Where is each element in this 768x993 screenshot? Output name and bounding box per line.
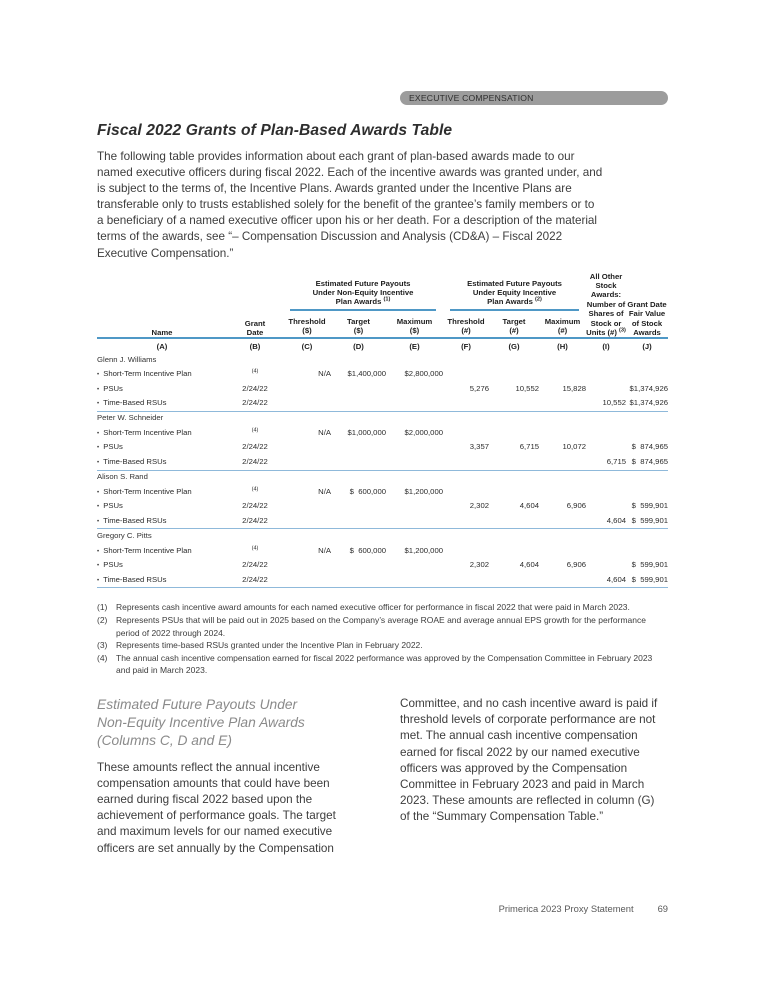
value-cell: 4,604 — [519, 560, 540, 570]
column-letter: (J) — [626, 338, 668, 352]
footnote-text: The annual cash incentive compensation earned for fiscal 2022 performance was approved by the Compensation Committee in February 2023 and paid in March 2023. — [116, 652, 653, 676]
grant-date-cell: 2/24/22 — [227, 455, 283, 470]
value-cell: $1,200,000 — [404, 545, 444, 555]
value-cell — [539, 544, 586, 558]
value-cell — [489, 514, 539, 529]
officer-group-row — [97, 529, 668, 544]
value-cell — [331, 558, 386, 572]
value-cell — [539, 573, 586, 588]
grant-date-cell — [227, 544, 283, 558]
value-cell — [539, 485, 586, 499]
grant-date-cell: 2/24/22 — [242, 442, 268, 452]
footnote-ref-2: (2) — [535, 296, 542, 303]
value-cell: $1,374,926 — [629, 383, 669, 393]
value-cell: N/A — [318, 427, 331, 437]
value-cell: 3,357 — [469, 442, 490, 452]
footnote-ref-4: (4) — [251, 545, 259, 552]
value-cell: 10,072 — [562, 442, 587, 452]
bullet-icon: • — [97, 577, 100, 584]
value-cell: $ 599,901 — [631, 501, 669, 511]
value-cell — [386, 514, 443, 529]
footnote-ref-4: (4) — [251, 427, 259, 434]
value-cell — [331, 573, 386, 588]
value-cell: $ 599,901 — [626, 514, 668, 529]
intro-paragraph: The following table provides information about each grant of plan-based awards made to our named executive officers during fiscal 2022. Each of the incentive awards was granted under, and is subject to the terms of, the Incentive Plans. Awards granted under the Incentive Plans are transferable only to trusts established solely for the benefit of the grantee’s family members or to a beneficiary of a named executive officer upon his or her death. For a description of the material terms of the awards, see “– Compensation Discussion and Analysis (CD&A) – Fiscal 2022 Executive Compensation.” — [97, 150, 603, 260]
officer-group-row — [97, 411, 668, 426]
bullet-icon: • — [97, 489, 100, 496]
column-letter: (I) — [586, 338, 626, 352]
subsection-heading: Estimated Future Payouts Under Non-Equity Incentive Plan Awards (Columns C, D and E) — [97, 696, 305, 748]
value-cell: 6,715 — [586, 455, 626, 470]
value-cell — [489, 426, 539, 440]
bullet-icon: • — [97, 372, 100, 379]
footnote-item — [97, 614, 668, 639]
value-cell — [386, 396, 443, 411]
grant-date-cell: 2/24/22 — [242, 560, 268, 570]
value-cell — [283, 382, 331, 396]
footnote-ref-1: (1) — [383, 296, 391, 303]
footnote-number: (2) — [97, 614, 108, 625]
value-cell — [626, 485, 668, 499]
value-cell: $1,000,000 — [347, 427, 386, 437]
value-cell — [626, 367, 668, 381]
award-type-label: • Short-Term Incentive Plan — [97, 486, 192, 496]
value-cell — [443, 485, 489, 499]
column-letter: (B) — [227, 338, 283, 352]
value-cell: 4,604 — [519, 501, 540, 511]
value-cell: 6,906 — [566, 501, 587, 511]
footnote-ref-4: (4) — [251, 368, 259, 375]
footnote-item — [97, 601, 668, 614]
value-cell — [443, 514, 489, 529]
value-cell — [386, 499, 443, 513]
table-header — [97, 272, 668, 353]
award-row — [97, 544, 668, 558]
grant-date-cell — [227, 367, 283, 381]
value-cell — [386, 382, 443, 396]
award-type-label: • PSUs — [97, 442, 123, 452]
footnotes — [97, 601, 668, 677]
col-header-maximum-num: Maximum (#) — [544, 316, 581, 335]
value-cell — [283, 573, 331, 588]
col-header-target-dollar: Target ($) — [347, 316, 370, 335]
value-cell — [586, 558, 626, 572]
column-letter: (E) — [386, 338, 443, 352]
footer-text: Primerica 2023 Proxy Statement — [498, 902, 634, 914]
value-cell — [331, 514, 386, 529]
value-cell — [539, 367, 586, 381]
value-cell: $ 599,901 — [631, 560, 669, 570]
bullet-icon: • — [97, 445, 100, 452]
bullet-icon: • — [97, 430, 100, 437]
table-body — [97, 353, 668, 588]
grant-date-cell: 2/24/22 — [227, 396, 283, 411]
value-cell — [586, 382, 626, 396]
footnote-item — [97, 652, 668, 677]
value-cell — [539, 514, 586, 529]
bullet-icon: • — [97, 548, 100, 555]
col-header-maximum-dollar: Maximum ($) — [396, 316, 433, 335]
footnote-text: Represents PSUs that will be paid out in 2025 based on the Company’s average ROAE and average annual EPS growth for the performance period of 2022 through 2024. — [116, 614, 646, 638]
value-cell: N/A — [318, 486, 331, 496]
value-cell — [443, 367, 489, 381]
award-row — [97, 558, 668, 572]
column-letter: (H) — [539, 338, 586, 352]
value-cell — [283, 558, 331, 572]
subsection-right-text: Committee, and no cash incentive award is paid if threshold levels of corporate performance are not met. The annual cash incentive compensation earned for fiscal 2022 by our named executive officers was approved by the Compensation Committee in February 2023 and paid in March 2023. These amounts are reflected in column (G) of the “Summary Compensation Table.” — [400, 696, 658, 824]
award-type-label: • PSUs — [97, 501, 123, 511]
officer-name: Glenn J. Williams — [97, 354, 157, 364]
span-header-non-equity: Estimated Future Payouts Under Non-Equity Incentive Plan Awards $^{(1)}$ — [283, 272, 443, 313]
value-cell: $ 874,965 — [631, 442, 669, 452]
value-cell: $ 599,901 — [626, 573, 668, 588]
value-cell — [586, 367, 626, 381]
value-cell — [283, 396, 331, 411]
value-cell — [443, 544, 489, 558]
value-cell — [331, 499, 386, 513]
value-cell — [283, 514, 331, 529]
value-cell: 15,828 — [562, 383, 587, 393]
value-cell — [443, 573, 489, 588]
value-cell — [283, 499, 331, 513]
column-letter: (F) — [443, 338, 489, 352]
value-cell — [489, 544, 539, 558]
value-cell — [386, 455, 443, 470]
value-cell: $2,000,000 — [404, 427, 444, 437]
page-footer — [97, 903, 668, 914]
award-type-label: • PSUs — [97, 560, 123, 570]
value-cell — [586, 485, 626, 499]
two-column-section — [97, 696, 668, 857]
award-type-label: • Short-Term Incentive Plan — [97, 545, 192, 555]
award-row — [97, 485, 668, 499]
footnote-number: (4) — [97, 652, 108, 663]
column-letter: (G) — [489, 338, 539, 352]
column-letters-row — [97, 338, 668, 352]
value-cell — [626, 426, 668, 440]
award-row — [97, 382, 668, 396]
section-badge: EXECUTIVE COMPENSATION — [400, 91, 668, 105]
value-cell — [586, 441, 626, 455]
value-cell: $ 874,965 — [626, 455, 668, 470]
value-cell — [539, 396, 586, 411]
bullet-icon: • — [97, 386, 100, 393]
value-cell — [443, 426, 489, 440]
value-cell: 10,552 — [586, 396, 626, 411]
value-cell — [489, 485, 539, 499]
bullet-icon: • — [97, 504, 100, 511]
grant-date-cell: 2/24/22 — [242, 383, 268, 393]
award-row — [97, 455, 668, 470]
grant-date-cell — [227, 485, 283, 499]
officer-name: Alison S. Rand — [97, 472, 148, 482]
award-row — [97, 367, 668, 381]
value-cell — [539, 426, 586, 440]
award-row — [97, 441, 668, 455]
grant-date-cell — [227, 426, 283, 440]
value-cell — [331, 455, 386, 470]
value-cell: 10,552 — [515, 383, 540, 393]
award-row — [97, 514, 668, 529]
value-cell: $1,200,000 — [404, 486, 444, 496]
value-cell: $2,800,000 — [404, 369, 444, 379]
value-cell — [386, 441, 443, 455]
award-type-label: • Time-Based RSUs — [97, 396, 227, 411]
span-header-equity: Estimated Future Payouts Under Equity Incentive Plan Awards $^{(2)}$ — [443, 272, 586, 313]
officer-name: Peter W. Schneider — [97, 413, 164, 423]
page-title: Fiscal 2022 Grants of Plan-Based Awards Table — [97, 122, 453, 139]
award-row — [97, 573, 668, 588]
value-cell — [443, 396, 489, 411]
value-cell — [586, 499, 626, 513]
officer-group-row — [97, 353, 668, 367]
value-cell: 6,715 — [519, 442, 540, 452]
award-type-label: • Short-Term Incentive Plan — [97, 369, 192, 379]
officer-name: Gregory C. Pitts — [97, 531, 152, 541]
value-cell — [386, 558, 443, 572]
column-letter: (D) — [331, 338, 386, 352]
award-row — [97, 396, 668, 411]
value-cell: $1,400,000 — [347, 369, 386, 379]
value-cell: 2,302 — [469, 501, 490, 511]
bullet-icon: • — [97, 400, 100, 407]
award-type-label: • Time-Based RSUs — [97, 573, 227, 588]
value-cell: 4,604 — [586, 514, 626, 529]
value-cell — [331, 396, 386, 411]
grants-of-plan-based-awards-table — [97, 272, 668, 589]
value-cell — [586, 544, 626, 558]
value-cell: 6,906 — [566, 560, 587, 570]
subsection-left-text: These amounts reflect the annual incentive compensation amounts that could have been earned during fiscal 2022 based upon the achievement of performance goals. The target and maximum levels for our named executive officers are set annually by the Compensation — [97, 760, 336, 855]
award-type-label: • PSUs — [97, 383, 123, 393]
footnote-number: (3) — [97, 640, 108, 651]
value-cell: 2,302 — [469, 560, 490, 570]
footnote-ref-4: (4) — [251, 486, 259, 493]
col-header-all-other-stock-awards: All Other Stock Awards: Number of Shares of Stock or Units (#) $^{(3)}$ — [586, 271, 626, 337]
footnote-ref-3: (3) — [619, 327, 626, 334]
bullet-icon: • — [97, 518, 100, 525]
value-cell: N/A — [318, 369, 331, 379]
col-header-target-num: Target (#) — [502, 316, 526, 335]
value-cell — [539, 455, 586, 470]
value-cell — [283, 455, 331, 470]
value-cell — [586, 426, 626, 440]
col-header-name: Name — [151, 328, 173, 337]
column-letter: (C) — [283, 338, 331, 352]
bullet-icon: • — [97, 563, 100, 570]
award-type-label: • Short-Term Incentive Plan — [97, 427, 192, 437]
bullet-icon: • — [97, 459, 100, 466]
right-column — [400, 696, 663, 857]
footnote-item — [97, 639, 668, 652]
grant-date-cell: 2/24/22 — [227, 514, 283, 529]
col-header-threshold-dollar: Threshold ($) — [288, 316, 326, 335]
award-row — [97, 499, 668, 513]
value-cell — [386, 573, 443, 588]
left-column — [97, 696, 355, 857]
value-cell: N/A — [318, 545, 331, 555]
value-cell: 5,276 — [469, 383, 490, 393]
value-cell — [626, 544, 668, 558]
value-cell — [489, 455, 539, 470]
value-cell — [443, 455, 489, 470]
award-type-label: • Time-Based RSUs — [97, 514, 227, 529]
column-letter: (A) — [97, 338, 227, 352]
officer-group-row — [97, 470, 668, 485]
award-row — [97, 426, 668, 440]
footnote-number: (1) — [97, 602, 108, 613]
value-cell: $1,374,926 — [626, 396, 668, 411]
value-cell — [489, 367, 539, 381]
value-cell — [489, 396, 539, 411]
value-cell — [331, 382, 386, 396]
col-header-grant-date-fair-value: Grant Date Fair Value of Stock Awards — [627, 299, 667, 337]
footnote-text: Represents time-based RSUs granted under the Incentive Plan in February 2022. — [116, 640, 423, 651]
footnote-text: Represents cash incentive award amounts for each named executive officer for performance in fiscal 2022 that were paid in March 2023. — [116, 602, 630, 613]
value-cell — [283, 441, 331, 455]
grant-date-cell: 2/24/22 — [227, 573, 283, 588]
award-type-label: • Time-Based RSUs — [97, 455, 227, 470]
col-header-threshold-num: Threshold (#) — [447, 316, 485, 335]
value-cell: 4,604 — [586, 573, 626, 588]
value-cell: $ 600,000 — [349, 545, 386, 555]
page-number: 69 — [657, 902, 668, 914]
grant-date-cell: 2/24/22 — [242, 501, 268, 511]
value-cell: $ 600,000 — [349, 486, 386, 496]
col-header-grant-date: Grant Date — [244, 318, 266, 337]
value-cell — [489, 573, 539, 588]
value-cell — [331, 441, 386, 455]
